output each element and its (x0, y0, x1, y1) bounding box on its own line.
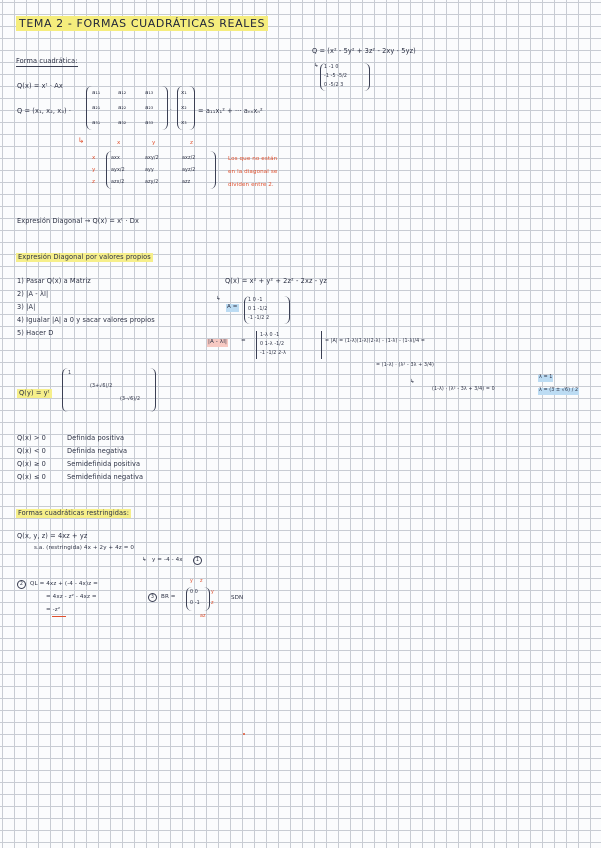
matrix-row: -1 -1/2 2-λ (260, 351, 287, 356)
note-line: dividen entre 2. (228, 182, 274, 188)
table-col-head: x (117, 140, 121, 146)
matrix-cell: a₂₁ (92, 105, 101, 111)
section-heading: Formas cuadráticas restringidas: (18, 509, 130, 517)
matrix-row: 1 0 -1 (248, 298, 263, 303)
determinant-factor: = (1-λ) · (λ² - 3λ + 3/4) (376, 363, 434, 368)
vector-cell: x₃ (181, 120, 187, 126)
matrix-row: -1 -1/2 2 (248, 316, 270, 321)
matrix-row-label: z (211, 601, 214, 606)
step-item: 2) |A - λI| (17, 290, 49, 298)
arrow-icon: ↳ (216, 296, 221, 302)
table-cell: ayx/2 (111, 168, 125, 173)
step-item: 4) Igualar |A| a 0 y sacar valores propios (17, 316, 155, 324)
section-heading: Forma cuadrática: (16, 57, 78, 65)
table-col-head: z (190, 140, 194, 146)
diagonal-matrix-bracket (62, 368, 156, 412)
vector-cell: x₁ (181, 90, 187, 96)
restriction-line: s.a. (restringida) 4x + 2y + 4z = 0 (34, 545, 135, 551)
classification-name: Definida positiva (67, 434, 125, 442)
arrow-icon: ↳ (78, 136, 85, 145)
step-circle: 1 (193, 556, 202, 565)
table-cell: axy/2 (145, 156, 159, 161)
matrix-row: 0 1 -1/2 (248, 307, 268, 312)
step-circle: 3 (148, 593, 157, 602)
vector-cell: x₂ (181, 105, 187, 111)
table-row-label: z (92, 179, 96, 185)
classification-name: Semidefinida positiva (67, 460, 141, 468)
table-cell: azz (182, 180, 191, 185)
step-item: 1) Pasar Q(x) a Matriz (17, 277, 91, 285)
table-cell: azx/2 (111, 180, 125, 185)
matrix-label: A = (227, 304, 238, 310)
diagonal-form-label: Q(y) = yᵗ (19, 389, 50, 397)
equals-sign: = (241, 338, 246, 344)
definition-line: Q = (x₁, x₂, x₃) · (17, 107, 72, 115)
example-form-equation: Q = (x² - 5y² + 3z² - 2xy - 5yz) (312, 47, 416, 55)
classification-result: SDN (231, 595, 244, 601)
diagonal-expression: Expresión Diagonal → Q(x) = xᵗ · Dx (17, 217, 139, 225)
definition-line: Q(x) = xᵗ · Ax (17, 82, 63, 90)
matrix-row: 0 -1 (190, 601, 200, 606)
expansion-tail: = a₁₁x₁² + ··· aₙₙxₙ² (198, 107, 263, 115)
section-heading: Expresión Diagonal por valores propios (18, 253, 151, 261)
diagonal-entry: (3-√6)/2 (120, 397, 141, 402)
page-title: TEMA 2 - FORMAS CUADRÁTICAS REALES (16, 16, 268, 31)
matrix-cell: a₁₁ (92, 90, 101, 96)
arrow-icon: ↳ (314, 63, 319, 69)
characteristic-equation: (1-λ) · (λ² - 3λ + 3/4) = 0 (432, 387, 495, 392)
classification-condition: Q(x) < 0 (17, 447, 46, 455)
step-item: 5) Hacer D (17, 329, 54, 337)
diagonal-entry: 1 (68, 371, 72, 376)
example-matrix-row: 1 -1 0 (324, 65, 339, 70)
example-equation: Q(x) = x² + y² + 2z² - 2xz - yz (225, 277, 327, 285)
matrix-cell: a₂₃ (145, 105, 154, 111)
matrix-cell: a₃₂ (118, 120, 127, 126)
ink-dot (243, 733, 245, 735)
matrix-col-label: z (200, 579, 203, 584)
step-item: 3) |A| (17, 303, 36, 311)
matrix-row: 0 1-λ -1/2 (260, 342, 285, 347)
classification-name: Definida negativa (67, 447, 128, 455)
classification-condition: Q(x) > 0 (17, 434, 46, 442)
matrix-row: 0 0 (190, 590, 198, 595)
classification-condition: Q(x) ≤ 0 (17, 473, 46, 481)
reduced-form-result: = -z² (46, 607, 61, 613)
table-cell: ayz/2 (182, 168, 196, 173)
classification-name: Semidefinida negativa (67, 473, 144, 481)
matrix-cell: a₃₁ (92, 120, 101, 126)
matrix-bottom-label: az (200, 614, 206, 619)
arrow-icon: ↳ (142, 557, 147, 563)
matrix-cell: a₂₂ (118, 105, 127, 111)
matrix-label: BR = (161, 594, 176, 600)
table-row-label: y (92, 167, 96, 173)
determinant-expansion: = |A| = (1-λ)(1-λ)(2-λ) - (1-λ) - (1-λ)/4 = (325, 339, 426, 344)
table-cell: azy/2 (145, 180, 159, 185)
example-matrix-row: -1 -5 -5/2 (324, 74, 348, 79)
table-cell: axx (111, 156, 120, 161)
table-cell: axz/2 (182, 156, 196, 161)
result-underline (52, 616, 66, 617)
matrix-row: 1-λ 0 -1 (260, 333, 280, 338)
matrix-col-label: y (190, 579, 193, 584)
dot-operator: · (170, 107, 172, 113)
table-col-head: y (152, 140, 156, 146)
matrix-row-label: y (211, 590, 214, 595)
matrix-cell: a₁₂ (118, 90, 127, 96)
eigenvalue: λ = 1 (539, 375, 553, 380)
diagonal-entry: (3+√6)/2 (90, 384, 113, 389)
substitution-result: y = -4 - 4x (152, 557, 183, 563)
matrix-cell: a₃₃ (145, 120, 154, 126)
reduced-form-line: = 4xz - z² - 4xz = (46, 594, 97, 600)
example-matrix-row: 0 -5/2 3 (324, 83, 344, 88)
arrow-icon: ↳ (410, 379, 415, 385)
eigenvalue: λ = (3 ± √6) / 2 (539, 388, 579, 393)
note-line: Los que no están (228, 156, 278, 162)
classification-condition: Q(x) ≥ 0 (17, 460, 46, 468)
restricted-equation: Q(x, y, z) = 4xz + yz (17, 532, 88, 540)
note-line: en la diagonal se (228, 169, 278, 175)
determinant-label: |A - λI| (208, 339, 227, 345)
step-circle: 2 (17, 580, 26, 589)
table-row-label: x (92, 155, 96, 161)
table-cell: ayy (145, 168, 154, 173)
matrix-cell: a₁₃ (145, 90, 154, 96)
reduced-form-line: QL = 4xz + (-4 - 4x)z = (30, 581, 98, 587)
